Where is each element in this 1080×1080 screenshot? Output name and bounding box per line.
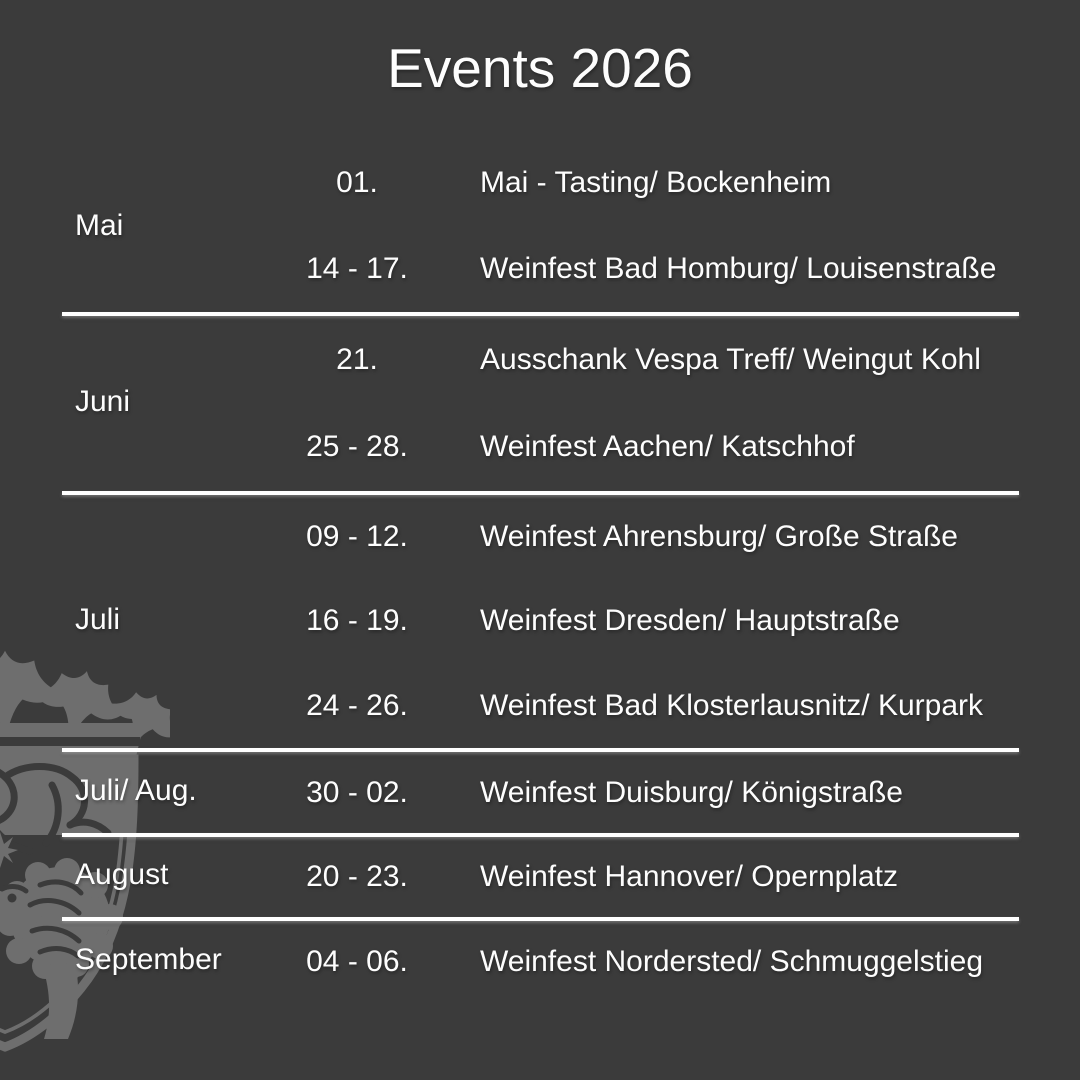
event-cell: Ausschank Vespa Treff/ Weingut Kohl [480, 342, 981, 376]
date-cell: 16 - 19. [306, 604, 408, 638]
month-label: Juni [75, 384, 131, 418]
event-cell: Weinfest Bad Homburg/ Louisenstraße [480, 252, 997, 285]
date-cell: 01. [336, 166, 378, 199]
date-cell: 30 - 02. [306, 775, 408, 809]
event-cell: Weinfest Bad Klosterlausnitz/ Kurpark [480, 688, 984, 722]
event-cell: Weinfest Dresden/ Hauptstraße [480, 604, 900, 638]
date-cell: 21. [336, 342, 378, 376]
event-cell: Weinfest Hannover/ Opernplatz [480, 860, 898, 893]
month-label: September [75, 942, 222, 976]
section-august [62, 833, 1019, 917]
event-cell: Weinfest Ahrensburg/ Große Straße [480, 520, 958, 554]
section-mai [62, 140, 1019, 312]
section-juni [62, 312, 1019, 491]
table-row [62, 579, 1019, 663]
date-cell: 09 - 12. [306, 520, 408, 554]
event-table [62, 140, 1019, 1002]
month-label: Mai [75, 209, 124, 242]
table-row [62, 752, 1019, 833]
table-row [62, 495, 1019, 579]
page-title: Events 2026 [387, 37, 693, 99]
date-cell: 14 - 17. [306, 252, 408, 285]
date-cell: 24 - 26. [306, 688, 408, 722]
event-cell: Mai - Tasting/ Bockenheim [480, 166, 832, 199]
section-juli [62, 491, 1019, 748]
table-row [62, 316, 1019, 404]
table-row [62, 140, 1019, 226]
table-row [62, 664, 1019, 748]
event-cell: Weinfest Nordersted/ Schmuggelstieg [480, 944, 984, 978]
date-cell: 04 - 06. [306, 944, 408, 978]
section-juli-aug [62, 748, 1019, 833]
date-cell: 20 - 23. [306, 860, 408, 893]
table-row [62, 404, 1019, 492]
event-cell: Weinfest Aachen/ Katschhof [480, 430, 855, 464]
date-cell: 25 - 28. [306, 430, 408, 464]
month-label: Juli/ Aug. [75, 773, 197, 807]
month-label: August [75, 858, 169, 891]
month-label: Juli [75, 602, 121, 636]
section-september [62, 917, 1019, 1002]
table-row [62, 226, 1019, 312]
event-cell: Weinfest Duisburg/ Königstraße [480, 775, 903, 809]
table-row [62, 837, 1019, 917]
